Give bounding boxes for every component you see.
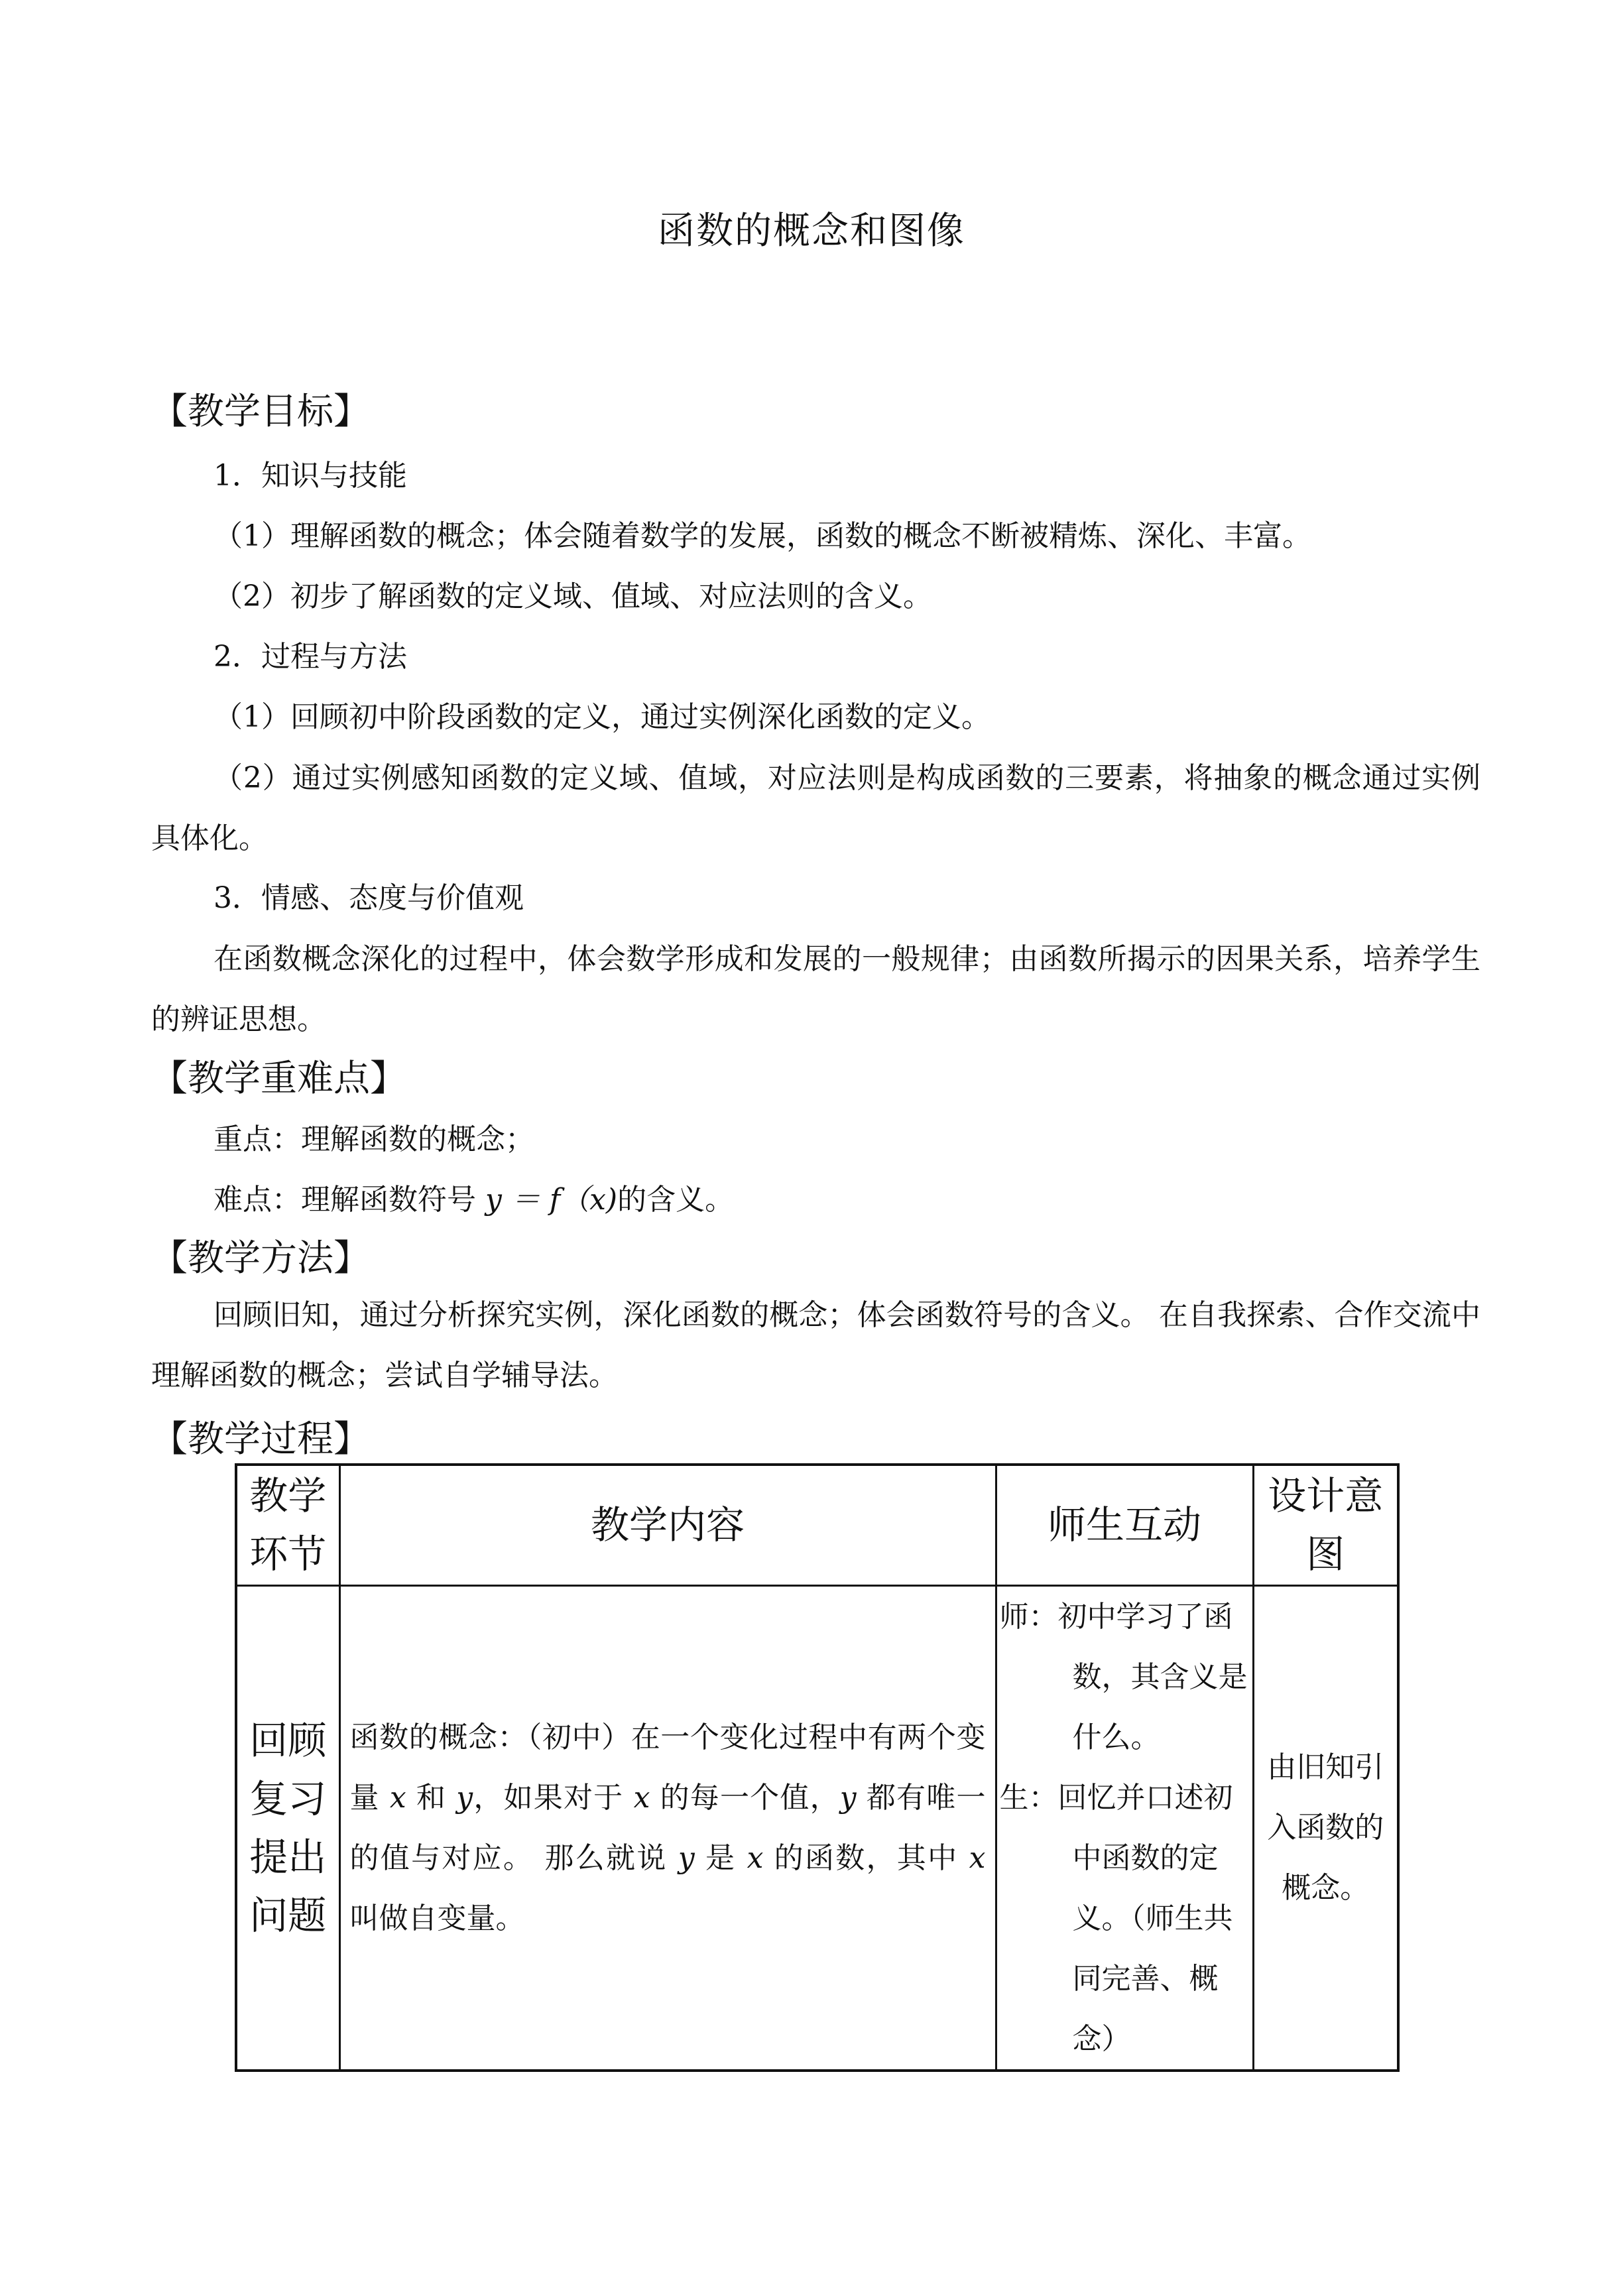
content-text: 是 <box>694 1841 747 1875</box>
cell-content <box>339 1585 996 2071</box>
objective-item-2b: （2）通过实例感知函数的定义域、值域，对应法则是构成函数的三要素，将抽象的概念通过实例具体化。 <box>151 761 1480 855</box>
cell-intent: 由旧知引入函数的概念。 <box>1253 1585 1398 2071</box>
difficulty-suffix: 的含义。 <box>617 1183 735 1217</box>
var-x: x <box>747 1841 764 1875</box>
objective-item-2: 2．过程与方法 <box>213 640 407 674</box>
col-header-content: 教学内容 <box>339 1465 996 1585</box>
process-table <box>235 1463 1400 2072</box>
content-text: 的每一个值， <box>650 1780 840 1815</box>
difficulty-prefix: 难点：理解函数符号 <box>213 1183 476 1217</box>
difficulty-point <box>213 1180 734 1220</box>
interaction-line: 数，其含义是 <box>1072 1660 1248 1694</box>
interaction-line: 生：回忆并口述初 <box>999 1780 1233 1815</box>
interaction-line: 同完善、概 <box>1072 1961 1219 1996</box>
content-text: 叫做自变量。 <box>349 1901 525 1935</box>
content-text: 的函数，其中 <box>763 1841 969 1875</box>
col-header-intent: 设计意图 <box>1253 1465 1398 1585</box>
content-text: 函数的概念：（初中）在一个变化过程中有两个变量 <box>349 1720 986 1815</box>
col-header-stage: 教学环节 <box>236 1465 339 1585</box>
key-point: 重点：理解函数的概念； <box>213 1122 534 1156</box>
difficulty-formula: y ＝ f（x) <box>485 1183 618 1217</box>
col-header-interaction: 师生互动 <box>996 1465 1253 1585</box>
interaction-line: 什么。 <box>1072 1720 1160 1754</box>
cell-stage: 回顾复习提出问题 <box>236 1585 339 2071</box>
table-header-row <box>236 1465 1398 1585</box>
objective-item-1b: （2）初步了解函数的定义域、值域、对应法则的含义。 <box>213 579 932 613</box>
interaction-line: 师：初中学习了函 <box>999 1599 1233 1634</box>
var-x: x <box>633 1780 650 1815</box>
content-text: 和 <box>406 1780 457 1815</box>
table-row <box>236 1585 1398 2071</box>
var-x: x <box>389 1780 406 1815</box>
key-points-heading: 【教学重难点】 <box>151 1057 407 1099</box>
objective-item-1: 1．知识与技能 <box>213 459 407 493</box>
cell-interaction <box>996 1585 1253 2071</box>
var-y: y <box>839 1780 857 1815</box>
objectives-heading: 【教学目标】 <box>151 390 371 432</box>
interaction-line: 念） <box>1072 2022 1131 2056</box>
interaction-line: 中函数的定 <box>1072 1841 1219 1875</box>
methods-text: 回顾旧知，通过分析探究实例，深化函数的概念；体会函数符号的含义。 在自我探索、合作交流中理解函数的概念；尝试自学辅导法。 <box>151 1298 1480 1392</box>
objective-item-3: 3．情感、态度与价值观 <box>213 881 524 915</box>
var-y: y <box>678 1841 695 1875</box>
content-text: 都有唯一的值与对应。 那么就说 <box>349 1780 986 1875</box>
methods-heading: 【教学方法】 <box>151 1237 371 1279</box>
process-heading: 【教学过程】 <box>151 1418 371 1460</box>
objective-item-1a: （1）理解函数的概念；体会随着数学的发展，函数的概念不断被精炼、深化、丰富。 <box>213 519 1311 553</box>
objective-item-2a: （1）回顾初中阶段函数的定义，通过实例深化函数的定义。 <box>213 700 991 734</box>
var-y: y <box>456 1780 473 1815</box>
objective-item-3a: 在函数概念深化的过程中，体会数学形成和发展的一般规律；由函数所揭示的因果关系，培养学生的辨证思想。 <box>151 942 1480 1036</box>
content-text: ，如果对于 <box>473 1780 634 1815</box>
page-title: 函数的概念和图像 <box>658 210 965 253</box>
interaction-line: 义。（师生共 <box>1072 1901 1233 1935</box>
var-x: x <box>969 1841 986 1875</box>
